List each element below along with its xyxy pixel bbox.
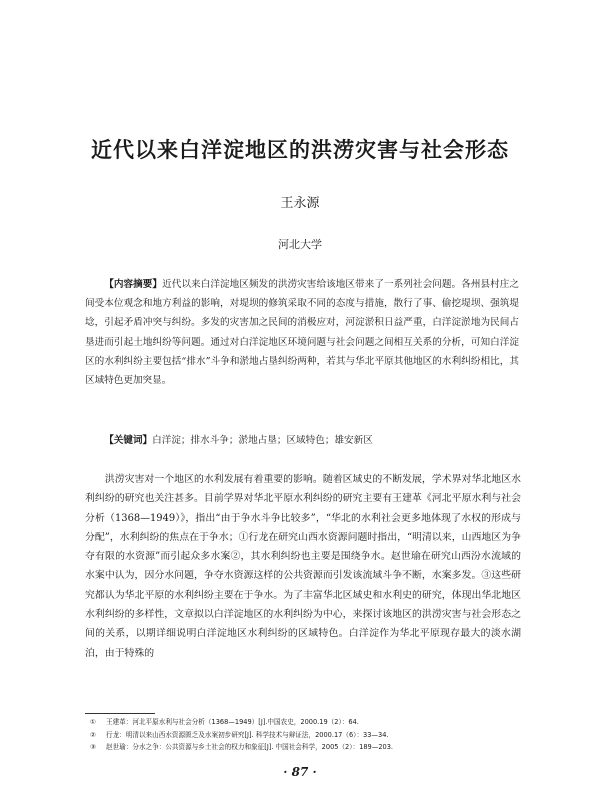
footnote-item [90,741,520,754]
keywords-label: 【关键词】 [104,435,153,446]
author-name: 王永源 [280,196,320,211]
footnote-divider [85,713,155,714]
footnote-item [90,716,520,729]
author-affiliation: 河北大学 [278,238,322,251]
footnote-mark: ① [90,718,96,726]
footnote-mark: ② [90,730,96,739]
abstract [85,275,519,390]
body-paragraph: 洪涝灾害对一个地区的水利发展有着重要的影响。随着区域史的不断发展，学术界对华北地区水利纠纷的研究也关注甚多。目前学界对华北平原水利纠纷的研究主要有王建革《河北平原水利与社会分析（1368—1949）》，指出“由于争水斗争比较多”，“华北的水利社会更多地体现了水权的形成与分配”，水利纠纷的焦点在于争水；①行龙在研究山西水资源问题时指出，“明清以来，山西地区为争夺有限的水资源”而引起众多水案②，其水利纠纷也主要是围绕争水。赵世瑜在研究山西汾水流域的水案中认为，因分水问题，争夺水资源这样的公共资源而引发该流域斗争不断，水案多发。③这些研究都认为华北平原的水利纠纷主要在于争水。为了丰富华北区域史和水利史的研究，体现出华北地区水利纠纷的多样性，文章拟以白洋淀地区的水利纠纷为中心，来探讨该地区的洪涝灾害与社会形态之间的关系，以期详细说明白洋淀地区水利纠纷的区域特色。白洋淀作为华北平原现存最大的淡水湖泊，由于特殊的 [85,474,521,659]
keywords-text: 白洋淀；排水斗争；淤地占垦；区域特色；雄安新区 [152,435,373,446]
footnote-text: 王建革：河北平原水利与社会分析（1368—1949）[J].中国农史，2000.19（2）：64. [106,718,359,726]
abstract-text: 近代以来白洋淀地区频发的洪涝灾害给该地区带来了一系列社会问题。各州县村庄之间受本位观念和地方利益的影响，对堤坝的修筑采取不同的态度与措施，散行了事、偷挖堤坝、强筑堤埝，引起矛盾冲突与纠纷。多发的灾害加之民间的消极应对，河淀淤积日益严重，白洋淀淤地为民间占垦进而引起土地纠纷等问题。通过对白洋淀地区环境问题与社会问题之间相互关系的分析，可知白洋淀区的水利纠纷主要包括“排水”斗争和淤地占垦纠纷两种，若其与华北平原其他地区的水利纠纷相比，其区域特色更加突显。 [85,279,520,387]
footnote-item [90,729,520,742]
footnote-text: 赵世瑜：分水之争：公共资源与乡土社会的权力和象征[J]. 中国社会科学，2005（2）：189—203. [106,743,394,751]
footnotes [90,716,520,754]
abstract-label: 【内容摘要】 [104,279,163,290]
keywords [85,432,519,449]
page-number: · 87 · [283,765,317,779]
article-title: 近代以来白洋淀地区的洪涝灾害与社会形态 [91,138,509,162]
footnote-mark: ③ [90,743,96,751]
footnote-text: 行龙：明清以来山西水资源匮乏及水案初步研究[J]. 科学技术与辩证法，2000.17（6）：33—34. [106,730,389,739]
